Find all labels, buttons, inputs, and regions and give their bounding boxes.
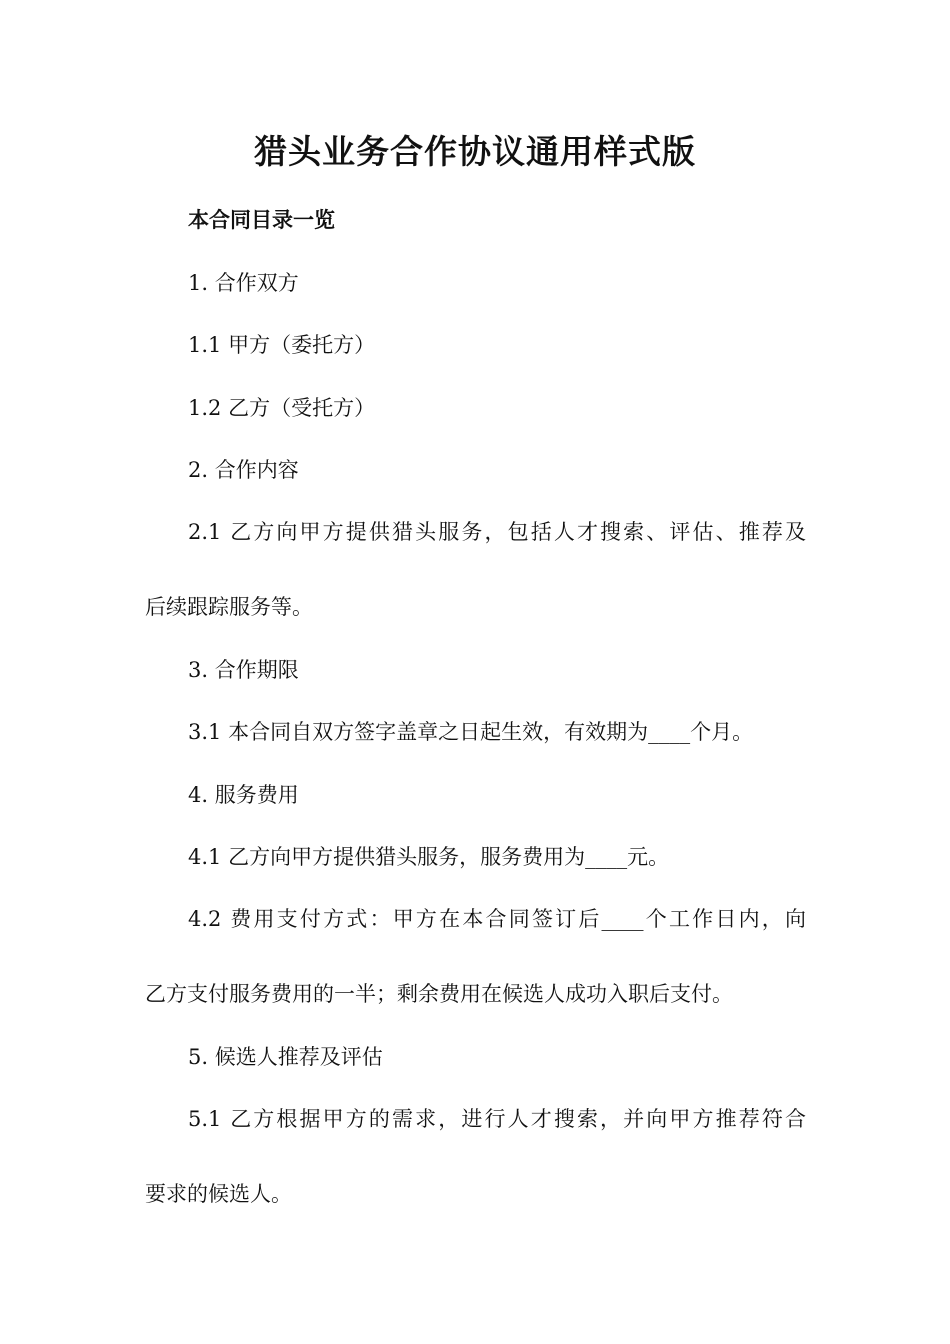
toc-item-2: 2. 合作内容 — [188, 458, 299, 482]
toc-item-5: 5. 候选人推荐及评估 — [188, 1045, 383, 1069]
toc-heading: 本合同目录一览 — [188, 208, 335, 232]
document-title: 猎头业务合作协议通用样式版 — [254, 132, 696, 171]
toc-item-4-2-cont: 乙方支付服务费用的一半；剩余费用在候选人成功入职后支付。 — [145, 982, 733, 1006]
toc-item-4-2: 4.2 费用支付方式：甲方在本合同签订后____个工作日内，向 — [188, 907, 806, 931]
toc-item-2-1-cont: 后续跟踪服务等。 — [145, 595, 313, 619]
toc-item-3: 3. 合作期限 — [188, 658, 299, 682]
toc-item-3-1: 3.1 本合同自双方签字盖章之日起生效，有效期为____个月。 — [188, 720, 754, 744]
toc-item-2-1: 2.1 乙方向甲方提供猎头服务，包括人才搜索、评估、推荐及 — [188, 520, 806, 544]
toc-item-4: 4. 服务费用 — [188, 783, 299, 807]
toc-item-1-1: 1.1 甲方（委托方） — [188, 333, 376, 357]
toc-item-1-2: 1.2 乙方（受托方） — [188, 396, 376, 420]
toc-item-4-1: 4.1 乙方向甲方提供猎头服务，服务费用为____元。 — [188, 845, 670, 869]
toc-item-5-1-cont: 要求的候选人。 — [145, 1182, 292, 1206]
toc-item-5-1: 5.1 乙方根据甲方的需求，进行人才搜索，并向甲方推荐符合 — [188, 1107, 806, 1131]
toc-item-1: 1. 合作双方 — [188, 271, 299, 295]
